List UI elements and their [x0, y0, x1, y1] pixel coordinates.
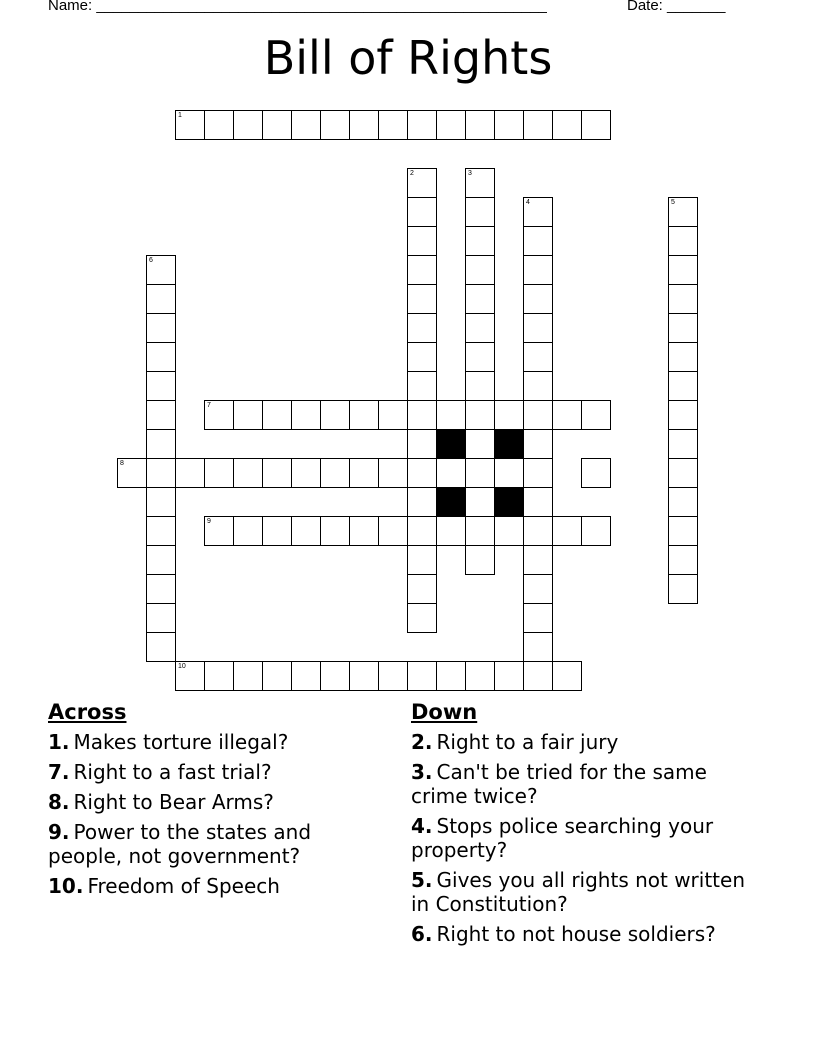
- grid-cell[interactable]: [233, 458, 263, 488]
- grid-cell[interactable]: [523, 342, 553, 372]
- grid-cell[interactable]: [262, 661, 292, 691]
- grid-cell[interactable]: [291, 661, 321, 691]
- grid-cell[interactable]: [291, 400, 321, 430]
- grid-cell[interactable]: [465, 226, 495, 256]
- clue-number-label: 9: [207, 518, 211, 525]
- grid-cell[interactable]: [378, 458, 408, 488]
- black-square: [494, 429, 524, 459]
- grid-cell[interactable]: [465, 197, 495, 227]
- clue-number-label: 3: [468, 170, 472, 177]
- clue-text: Makes torture illegal?: [73, 730, 289, 754]
- down-clue: [411, 814, 751, 862]
- grid-cell[interactable]: [320, 110, 350, 140]
- clue-number-label: 10: [178, 663, 186, 670]
- grid-cell[interactable]: [523, 371, 553, 401]
- grid-cell[interactable]: [146, 371, 176, 401]
- across-clue: [48, 820, 378, 868]
- grid-cell[interactable]: [523, 603, 553, 633]
- grid-cell[interactable]: [146, 574, 176, 604]
- grid-cell[interactable]: [552, 661, 582, 691]
- grid-cell[interactable]: [349, 458, 379, 488]
- grid-cell[interactable]: [523, 516, 553, 546]
- grid-cell[interactable]: [465, 342, 495, 372]
- grid-cell[interactable]: [407, 313, 437, 343]
- grid-cell[interactable]: [146, 603, 176, 633]
- grid-cell[interactable]: [523, 313, 553, 343]
- grid-cell[interactable]: [465, 255, 495, 285]
- grid-cell[interactable]: [407, 110, 437, 140]
- grid-cell[interactable]: [465, 110, 495, 140]
- clue-number: 8.: [48, 790, 70, 814]
- grid-cell[interactable]: [204, 400, 234, 430]
- grid-cell[interactable]: [407, 168, 437, 198]
- page-title: Bill of Rights: [263, 31, 553, 85]
- across-clue: [48, 790, 378, 814]
- clue-number: 3.: [411, 760, 433, 784]
- grid-cell[interactable]: [146, 284, 176, 314]
- grid-cell[interactable]: [378, 516, 408, 546]
- grid-cell[interactable]: [668, 516, 698, 546]
- grid-cell[interactable]: [668, 371, 698, 401]
- black-square: [436, 429, 466, 459]
- grid-cell[interactable]: [465, 400, 495, 430]
- grid-cell[interactable]: [233, 516, 263, 546]
- grid-cell[interactable]: [146, 313, 176, 343]
- grid-cell[interactable]: [581, 110, 611, 140]
- grid-cell[interactable]: [407, 574, 437, 604]
- across-clue: [48, 874, 378, 898]
- grid-cell[interactable]: [523, 110, 553, 140]
- grid-cell[interactable]: [204, 110, 234, 140]
- clue-number: 2.: [411, 730, 433, 754]
- grid-cell[interactable]: [465, 429, 495, 459]
- grid-cell[interactable]: [320, 400, 350, 430]
- clue-text: Right to not house soldiers?: [436, 922, 716, 946]
- grid-cell[interactable]: [465, 487, 495, 517]
- grid-cell[interactable]: [146, 429, 176, 459]
- grid-cell[interactable]: [436, 400, 466, 430]
- grid-cell[interactable]: [146, 632, 176, 662]
- black-square: [494, 487, 524, 517]
- clue-number: 5.: [411, 868, 433, 892]
- grid-cell[interactable]: [523, 661, 553, 691]
- clue-text: Freedom of Speech: [87, 874, 280, 898]
- grid-cell[interactable]: [378, 661, 408, 691]
- grid-cell[interactable]: [465, 371, 495, 401]
- grid-cell[interactable]: [668, 255, 698, 285]
- grid-cell[interactable]: [175, 458, 205, 488]
- grid-cell[interactable]: [523, 632, 553, 662]
- grid-cell[interactable]: [407, 400, 437, 430]
- clue-number-label: 4: [526, 199, 530, 206]
- grid-cell[interactable]: [204, 661, 234, 691]
- grid-cell[interactable]: [320, 516, 350, 546]
- clue-number-label: 8: [120, 460, 124, 467]
- grid-cell[interactable]: [262, 110, 292, 140]
- grid-cell[interactable]: [407, 603, 437, 633]
- grid-cell[interactable]: [494, 458, 524, 488]
- clue-number: 6.: [411, 922, 433, 946]
- clue-number: 10.: [48, 874, 84, 898]
- grid-cell[interactable]: [407, 197, 437, 227]
- grid-cell[interactable]: [668, 197, 698, 227]
- grid-cell[interactable]: [291, 458, 321, 488]
- grid-cell[interactable]: [523, 458, 553, 488]
- across-heading: Across: [48, 700, 127, 724]
- grid-cell[interactable]: [407, 371, 437, 401]
- grid-cell[interactable]: [668, 400, 698, 430]
- grid-cell[interactable]: [175, 661, 205, 691]
- grid-cell[interactable]: [378, 400, 408, 430]
- grid-cell[interactable]: [349, 400, 379, 430]
- grid-cell[interactable]: [291, 516, 321, 546]
- clue-number: 9.: [48, 820, 70, 844]
- grid-cell[interactable]: [146, 458, 176, 488]
- clue-text: Right to a fair jury: [436, 730, 619, 754]
- clue-number: 1.: [48, 730, 70, 754]
- clue-text: Power to the states and people, not government?: [48, 820, 312, 868]
- grid-cell[interactable]: [204, 458, 234, 488]
- grid-cell[interactable]: [465, 545, 495, 575]
- grid-cell[interactable]: [552, 110, 582, 140]
- grid-cell[interactable]: [523, 487, 553, 517]
- grid-cell[interactable]: [581, 458, 611, 488]
- clue-text: Gives you all rights not written in Constitution?: [411, 868, 746, 916]
- down-clue: [411, 760, 751, 808]
- grid-cell[interactable]: [378, 110, 408, 140]
- grid-cell[interactable]: [494, 400, 524, 430]
- grid-cell[interactable]: [436, 458, 466, 488]
- grid-cell[interactable]: [320, 458, 350, 488]
- grid-cell[interactable]: [668, 458, 698, 488]
- grid-cell[interactable]: [494, 110, 524, 140]
- grid-cell[interactable]: [523, 284, 553, 314]
- clue-number-label: 6: [149, 257, 153, 264]
- grid-cell[interactable]: [262, 458, 292, 488]
- grid-cell[interactable]: [175, 110, 205, 140]
- grid-cell[interactable]: [407, 458, 437, 488]
- grid-cell[interactable]: [465, 516, 495, 546]
- grid-cell[interactable]: [523, 400, 553, 430]
- grid-cell[interactable]: [407, 255, 437, 285]
- grid-cell[interactable]: [436, 661, 466, 691]
- grid-cell[interactable]: [523, 429, 553, 459]
- grid-cell[interactable]: [465, 661, 495, 691]
- grid-cell[interactable]: [233, 400, 263, 430]
- grid-cell[interactable]: [146, 545, 176, 575]
- black-square: [436, 487, 466, 517]
- clue-text: Right to a fast trial?: [73, 760, 272, 784]
- grid-cell[interactable]: [204, 516, 234, 546]
- grid-cell[interactable]: [349, 661, 379, 691]
- grid-cell[interactable]: [407, 516, 437, 546]
- clue-number-label: 1: [178, 112, 182, 119]
- grid-cell[interactable]: [465, 313, 495, 343]
- grid-cell[interactable]: [436, 516, 466, 546]
- grid-cell[interactable]: [523, 545, 553, 575]
- name-field[interactable]: Name: ______________________________________________________: [48, 0, 547, 14]
- across-clues: [48, 700, 378, 904]
- grid-cell[interactable]: [146, 400, 176, 430]
- grid-cell[interactable]: [523, 574, 553, 604]
- clue-text: Can't be tried for the same crime twice?: [411, 760, 707, 808]
- grid-cell[interactable]: [407, 661, 437, 691]
- grid-cell[interactable]: [262, 400, 292, 430]
- clue-number-label: 2: [410, 170, 414, 177]
- clue-number: 4.: [411, 814, 433, 838]
- grid-cell[interactable]: [668, 545, 698, 575]
- grid-cell[interactable]: [349, 516, 379, 546]
- grid-cell[interactable]: [494, 661, 524, 691]
- grid-cell[interactable]: [291, 110, 321, 140]
- grid-cell[interactable]: [581, 516, 611, 546]
- grid-cell[interactable]: [494, 516, 524, 546]
- grid-cell[interactable]: [407, 342, 437, 372]
- grid-cell[interactable]: [233, 661, 263, 691]
- grid-cell[interactable]: [146, 487, 176, 517]
- grid-cell[interactable]: [407, 545, 437, 575]
- grid-cell[interactable]: [320, 661, 350, 691]
- grid-cell[interactable]: [146, 516, 176, 546]
- grid-cell[interactable]: [146, 255, 176, 285]
- clue-number-label: 7: [207, 402, 211, 409]
- grid-cell[interactable]: [668, 313, 698, 343]
- grid-cell[interactable]: [436, 110, 466, 140]
- grid-cell[interactable]: [465, 168, 495, 198]
- down-clue: [411, 868, 751, 916]
- grid-cell[interactable]: [407, 226, 437, 256]
- clue-text: Stops police searching your property?: [411, 814, 714, 862]
- grid-cell[interactable]: [552, 516, 582, 546]
- down-heading: Down: [411, 700, 478, 724]
- grid-cell[interactable]: [407, 429, 437, 459]
- grid-cell[interactable]: [523, 226, 553, 256]
- grid-cell[interactable]: [407, 284, 437, 314]
- grid-cell[interactable]: [262, 516, 292, 546]
- grid-cell[interactable]: [668, 226, 698, 256]
- grid-cell[interactable]: [523, 197, 553, 227]
- grid-cell[interactable]: [465, 284, 495, 314]
- grid-cell[interactable]: [233, 110, 263, 140]
- clue-text: Right to Bear Arms?: [73, 790, 274, 814]
- grid-cell[interactable]: [581, 400, 611, 430]
- grid-cell[interactable]: [552, 400, 582, 430]
- down-clue: [411, 730, 751, 754]
- grid-cell[interactable]: [349, 110, 379, 140]
- grid-cell[interactable]: [668, 487, 698, 517]
- grid-cell[interactable]: [668, 429, 698, 459]
- down-clue: [411, 922, 751, 946]
- grid-cell[interactable]: [146, 342, 176, 372]
- grid-cell[interactable]: [465, 458, 495, 488]
- across-clue: [48, 730, 378, 754]
- grid-cell[interactable]: [668, 284, 698, 314]
- down-clues: [411, 700, 751, 952]
- grid-cell[interactable]: [117, 458, 147, 488]
- grid-cell[interactable]: [668, 342, 698, 372]
- grid-cell[interactable]: [523, 255, 553, 285]
- grid-cell[interactable]: [407, 487, 437, 517]
- grid-cell[interactable]: [668, 574, 698, 604]
- across-clue: [48, 760, 378, 784]
- clue-number: 7.: [48, 760, 70, 784]
- date-field[interactable]: Date: _______: [627, 0, 726, 14]
- clue-number-label: 5: [671, 199, 675, 206]
